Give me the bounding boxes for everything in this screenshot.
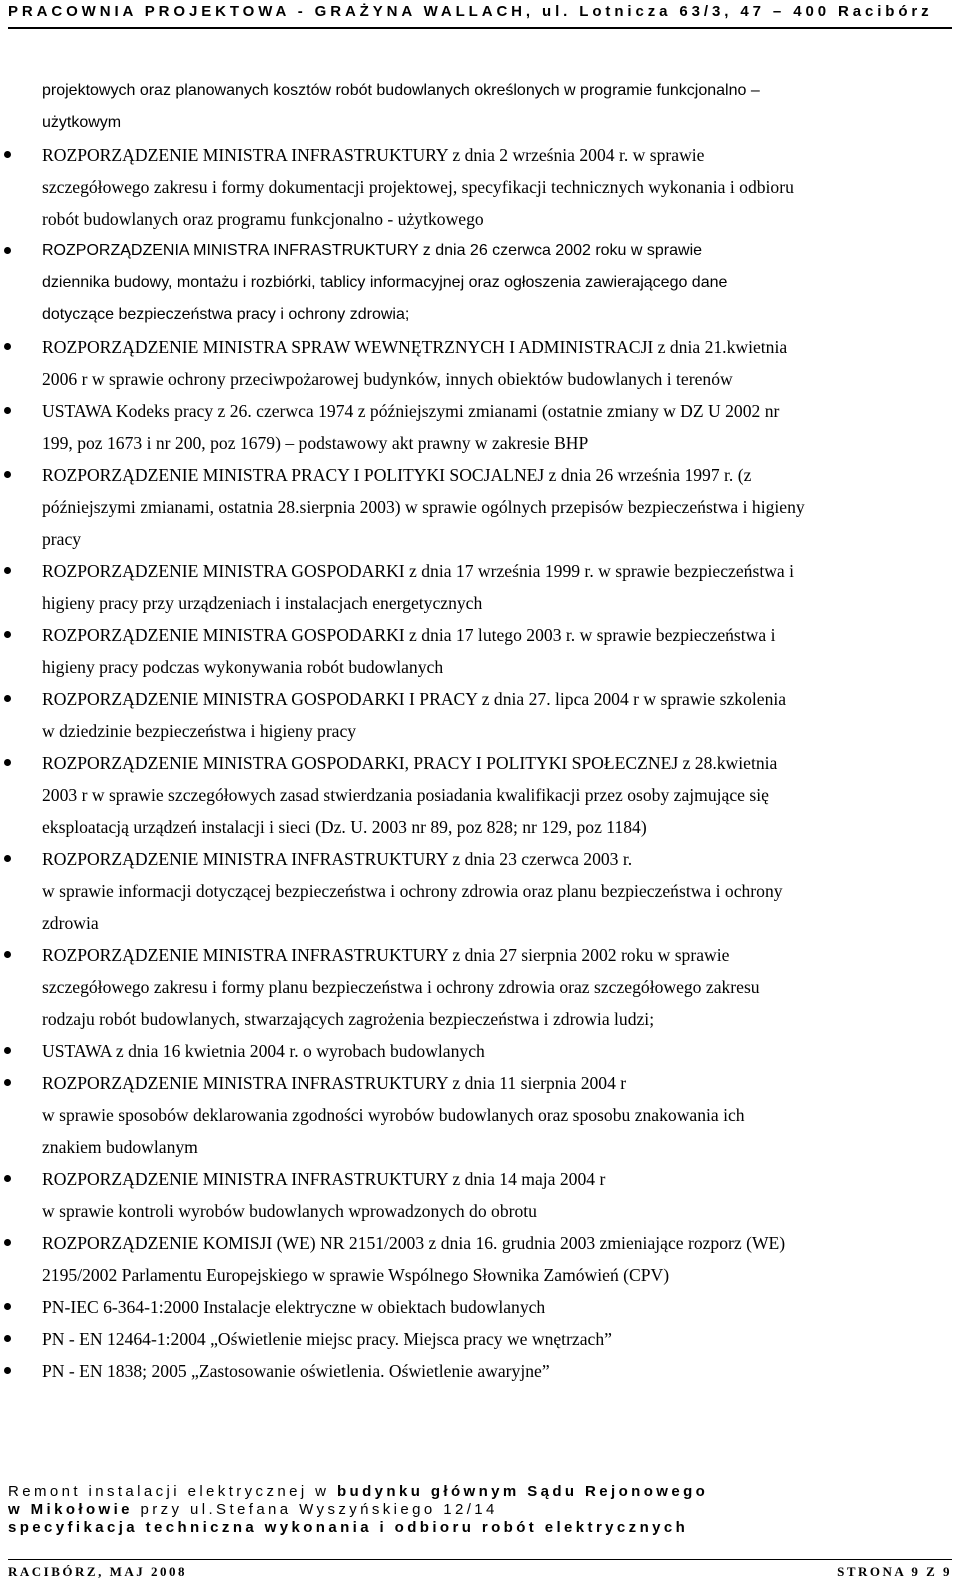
legal-references-list <box>42 139 922 1387</box>
text-line: robót budowlanych oraz programu funkcjonalno - użytkowego <box>42 209 484 229</box>
text-line: ROZPORZĄDZENIA MINISTRA INFRASTRUKTURY z dnia 26 czerwca 2002 roku w sprawie <box>42 242 703 259</box>
footer-project-text: Remont instalacji elektrycznej w <box>8 1483 337 1500</box>
text-line: ROZPORZĄDZENIE MINISTRA INFRASTRUKTURY z dnia 11 sierpnia 2004 r <box>42 1073 627 1093</box>
text-line: 2006 r w sprawie ochrony przeciwpożarowej budynków, innych obiektów budowlanych i terenów <box>42 369 733 389</box>
legal-reference-item <box>42 459 922 555</box>
text-line: użytkowym <box>42 114 122 131</box>
legal-reference-item <box>42 619 922 683</box>
legal-reference-item <box>42 1067 922 1163</box>
text-line: ROZPORZĄDZENIE MINISTRA GOSPODARKI z dnia 17 września 1999 r. w sprawie bezpieczeństwa i <box>42 561 795 581</box>
text-line: w sprawie informacji dotyczącej bezpieczeństwa i ochrony zdrowia oraz planu bezpieczeństwa i ochrony <box>42 881 783 901</box>
legal-reference-item <box>42 1163 922 1227</box>
text-line: ROZPORZĄDZENIE MINISTRA GOSPODARKI z dnia 17 lutego 2003 r. w sprawie bezpieczeństwa i <box>42 625 776 645</box>
text-line: ROZPORZĄDZENIE MINISTRA GOSPODARKI, PRACY I POLITYKI SPOŁECZNEJ z 28.kwietnia <box>42 753 778 773</box>
text-line: PN - EN 1838; 2005 „Zastosowanie oświetlenia. Oświetlenie awaryjne” <box>42 1361 550 1381</box>
text-line: w dziedzinie bezpieczeństwa i higieny pracy <box>42 721 357 741</box>
text-line: dotyczące bezpieczeństwa pracy i ochrony zdrowia; <box>42 306 410 323</box>
legal-reference-item <box>42 683 922 747</box>
text-line: 2195/2002 Parlamentu Europejskiego w sprawie Wspólnego Słownika Zamówień (CPV) <box>42 1265 670 1285</box>
page-number: STRONA 9 Z 9 <box>837 1564 952 1579</box>
text-line: eksploatacją urządzeń instalacji i sieci (Dz. U. 2003 nr 89, poz 828; nr 129, poz 1184) <box>42 817 647 837</box>
legal-reference-item <box>42 1227 922 1291</box>
text-line: projektowych oraz planowanych kosztów robót budowlanych określonych w programie funkcjonalno – <box>42 82 760 99</box>
legal-reference-item <box>42 331 922 395</box>
text-line: zdrowia <box>42 913 99 933</box>
text-line: USTAWA Kodeks pracy z 26. czerwca 1974 z późniejszymi zmianami (ostatnie zmiany w DZ U 2002 nr <box>42 401 780 421</box>
text-line: ROZPORZĄDZENIE MINISTRA SPRAW WEWNĘTRZNYCH I ADMINISTRACJI z dnia 21.kwietnia <box>42 337 788 357</box>
legal-reference-item <box>42 1035 922 1067</box>
legal-reference-item <box>42 1355 922 1387</box>
legal-reference-item <box>42 939 922 1035</box>
page-header: PRACOWNIA PROJEKTOWA - GRAŻYNA WALLACH, ul. Lotnicza 63/3, 47 – 400 Racibórz <box>8 3 933 20</box>
legal-reference-item <box>42 395 922 459</box>
legal-reference-item <box>42 843 922 939</box>
header-divider <box>8 27 952 29</box>
footer-meta <box>8 1562 952 1584</box>
text-line: dziennika budowy, montażu i rozbiórki, tablicy informacyjnej oraz ogłoszenia zawierającego dane <box>42 274 728 291</box>
legal-reference-item <box>42 555 922 619</box>
text-line: ROZPORZĄDZENIE MINISTRA INFRASTRUKTURY z dnia 27 sierpnia 2002 roku w sprawie <box>42 945 730 965</box>
footer-divider <box>8 1559 952 1560</box>
footer-document-type: specyfikacja techniczna wykonania i odbioru robót elektrycznych <box>8 1519 689 1536</box>
place-date: RACIBÓRZ, MAJ 2008 <box>8 1564 187 1579</box>
text-line: PN - EN 12464-1:2004 „Oświetlenie miejsc pracy. Miejsca pracy we wnętrzach” <box>42 1329 612 1349</box>
footer-city: w Mikołowie <box>8 1501 133 1518</box>
legal-reference-item <box>42 1291 922 1323</box>
text-line: USTAWA z dnia 16 kwietnia 2004 r. o wyrobach budowlanych <box>42 1041 485 1061</box>
text-line: 199, poz 1673 i nr 200, poz 1679) – podstawowy akt prawny w zakresie BHP <box>42 433 589 453</box>
text-line: ROZPORZĄDZENIE MINISTRA INFRASTRUKTURY z dnia 14 maja 2004 r <box>42 1169 606 1189</box>
legal-reference-item <box>42 1323 922 1355</box>
text-line: higieny pracy przy urządzeniach i instalacjach energetycznych <box>42 593 483 613</box>
page-footer <box>8 1483 952 1537</box>
document-body <box>42 75 922 1387</box>
text-line: znakiem budowlanym <box>42 1137 198 1157</box>
text-line: pracy <box>42 529 82 549</box>
text-line: ROZPORZĄDZENIE MINISTRA PRACY I POLITYKI SOCJALNEJ z dnia 26 września 1997 r. (z <box>42 465 752 485</box>
text-line: szczegółowego zakresu i formy planu bezpieczeństwa i ochrony zdrowia oraz szczegółowego zakresu <box>42 977 760 997</box>
text-line: późniejszymi zmianami, ostatnia 28.sierpnia 2003) w sprawie ogólnych przepisów bezpieczeństwa i higieny <box>42 497 805 517</box>
continued-paragraph <box>42 75 922 139</box>
footer-address: przy ul.Stefana Wyszyńskiego 12/14 <box>132 1501 498 1518</box>
text-line: w sprawie sposobów deklarowania zgodności wyrobów budowlanych oraz sposobu znakowania ich <box>42 1105 745 1125</box>
text-line: ROZPORZĄDZENIE KOMISJI (WE) NR 2151/2003 z dnia 16. grudnia 2003 zmieniające rozporz (WE) <box>42 1233 786 1253</box>
text-line: 2003 r w sprawie szczegółowych zasad stwierdzania posiadania kwalifikacji przez osoby zajmujące się <box>42 785 769 805</box>
text-line: ROZPORZĄDZENIE MINISTRA INFRASTRUKTURY z dnia 23 czerwca 2003 r. <box>42 849 633 869</box>
text-line: w sprawie kontroli wyrobów budowlanych wprowadzonych do obrotu <box>42 1201 537 1221</box>
footer-line-2 <box>8 1501 952 1519</box>
legal-reference-item <box>42 235 922 331</box>
text-line: rodzaju robót budowlanych, stwarzających zagrożenia bezpieczeństwa i zdrowia ludzi; <box>42 1009 655 1029</box>
footer-building-name: budynku głównym Sądu Rejonowego <box>336 1483 709 1500</box>
footer-line-1 <box>8 1483 952 1501</box>
legal-reference-item <box>42 139 922 235</box>
text-line: ROZPORZĄDZENIE MINISTRA INFRASTRUKTURY z dnia 2 września 2004 r. w sprawie <box>42 145 705 165</box>
legal-reference-item <box>42 747 922 843</box>
text-line: ROZPORZĄDZENIE MINISTRA GOSPODARKI I PRACY z dnia 27. lipca 2004 r w sprawie szkolenia <box>42 689 787 709</box>
text-line: higieny pracy podczas wykonywania robót budowlanych <box>42 657 444 677</box>
text-line: szczegółowego zakresu i formy dokumentacji projektowej, specyfikacji technicznych wykonania i odbioru <box>42 177 794 197</box>
text-line: PN-IEC 6-364-1:2000 Instalacje elektryczne w obiektach budowlanych <box>42 1297 546 1317</box>
